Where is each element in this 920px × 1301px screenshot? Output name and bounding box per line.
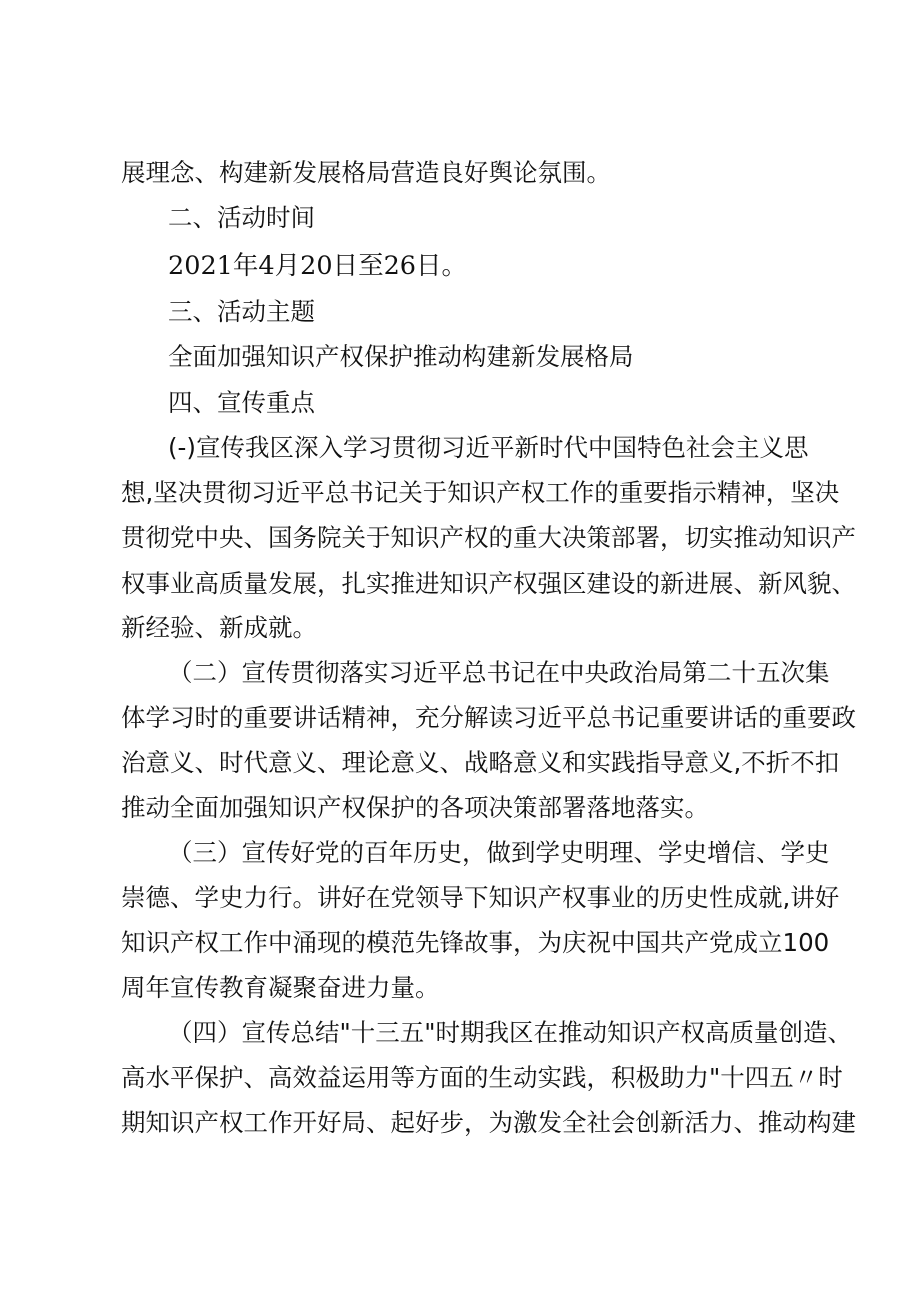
item3-line-3: 知识产权工作中涌现的模范先锋故事，为庆祝中国共产党成立100 (121, 928, 830, 957)
item1-line-5: 新经验、新成就。 (121, 613, 317, 642)
activity-theme: 全面加强知识产权保护推动构建新发展格局 (168, 342, 634, 371)
item1-line-3: 贯彻党中央、国务院关于知识产权的重大决策部署，切实推动知识产 (121, 523, 856, 552)
item3-line-4: 周年宣传教育凝聚奋进力量。 (121, 973, 440, 1002)
item1-line-4: 权事业高质量发展，扎实推进知识产权强区建设的新进展、新风貌、 (121, 569, 856, 598)
item2-line-2: 体学习时的重要讲话精神，充分解读习近平总书记重要讲话的重要政 (121, 703, 856, 732)
item1-line-1: (-)宣传我区深入学习贯彻习近平新时代中国特色社会主义思 (168, 433, 809, 462)
item4-line-3: 期知识产权工作开好局、起好步，为激发全社会创新活力、推动构建 (121, 1108, 856, 1137)
section-heading-focus: 四、宣传重点 (168, 388, 315, 417)
activity-dates: 2021年4月20日至26日。 (168, 251, 468, 281)
intro-line-1: 展理念、构建新发展格局营造良好舆论氛围。 (121, 158, 611, 187)
item2-line-3: 治意义、时代意义、理论意义、战略意义和实践指导意义,不折不扣 (121, 748, 840, 777)
item1-line-2: 想,坚决贯彻习近平总书记关于知识产权工作的重要指示精神，坚决 (121, 478, 840, 507)
section-heading-time: 二、活动时间 (168, 203, 315, 232)
item3-line-2: 崇德、学史力行。讲好在党领导下知识产权事业的历史性成就,讲好 (121, 883, 840, 912)
item2-line-4: 推动全面加强知识产权保护的各项决策部署落地落实。 (121, 793, 709, 822)
section-heading-theme: 三、活动主题 (168, 297, 315, 326)
item3-line-1: （三）宣传好党的百年历史，做到学史明理、学史增信、学史 (168, 838, 830, 867)
item4-line-2: 高水平保护、高效益运用等方面的生动实践，积极助力"十四五〃时 (121, 1063, 843, 1092)
item2-line-1: （二）宣传贯彻落实习近平总书记在中央政治局第二十五次集 (168, 658, 830, 687)
item4-line-1: （四）宣传总结"十三五"时期我区在推动知识产权高质量创造、 (168, 1018, 853, 1047)
